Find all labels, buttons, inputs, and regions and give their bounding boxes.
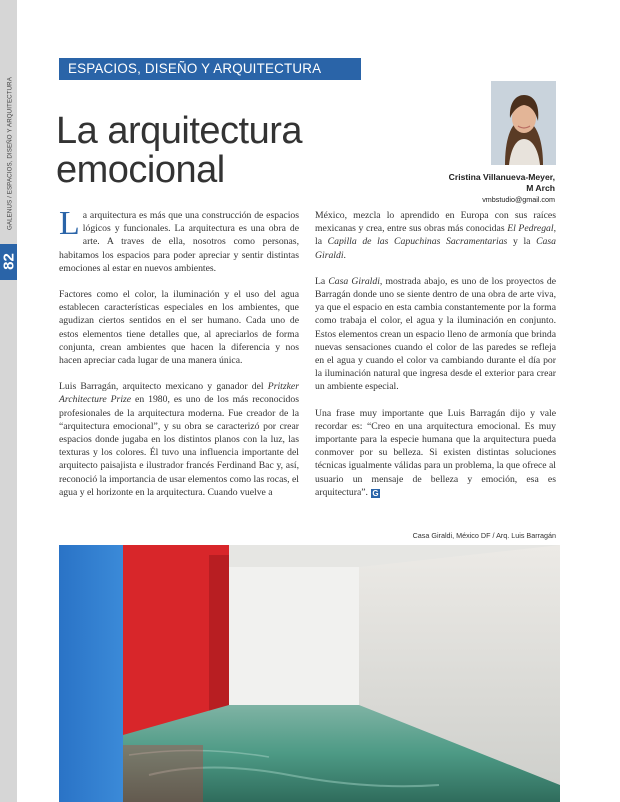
article-column-right: [315, 209, 556, 512]
paragraph: [59, 380, 299, 499]
paragraph: [59, 205, 299, 275]
paragraph-text: .: [343, 249, 346, 261]
paragraph: [315, 407, 556, 499]
page-number: 82: [0, 253, 18, 270]
author-name: [449, 172, 555, 194]
paragraph: Factores como el color, la iluminación y el uso del agua establecen características especiales en los ambientes, que agudizan ciertos sentidos en el ser humano. Cada uno de estos elementos tiene detalles que, al apreciarlos de forma conjunta, crean ambientes que hacen la diferencia y nos hacen apreciar cada lugar de una manera única.: [59, 289, 299, 367]
photo-caption: Casa Giraldi, México DF / Arq. Luis Barragán: [412, 531, 556, 540]
paragraph-text: México, mezcla lo aprendido en Europa con sus raíces mexicanas y crea, entre sus obras más conocidas: [315, 210, 556, 235]
paragraph: [315, 209, 556, 262]
running-head: GALENUS / ESPACIOS, DISEÑO Y ARQUITECTURA: [6, 77, 14, 230]
paragraph-text: Una frase muy importante que Luis Barragán dijo y vale recordar es: “Creo en una arquitectura emocional. Es muy importante para la especie humana que la arquitectura pueda conmover por su belleza. Si existen distintas soluciones técnicas igualmente válidas para un problema, la que ofrece al usuario un mensaje de belleza y emoción, esa es arquitectura”.: [315, 407, 557, 498]
author-degree: M Arch: [526, 183, 555, 193]
award-name: Pritzker Architecture Prize: [59, 381, 299, 406]
work-name: Casa Giraldi: [315, 236, 557, 261]
paragraph-text: La: [315, 275, 329, 287]
end-mark-icon: G: [372, 488, 379, 498]
article-title: [56, 112, 302, 190]
title-line-2: emocional: [56, 149, 225, 191]
author-name-line: Cristina Villanueva-Meyer,: [448, 172, 555, 182]
paragraph-text: , mostrada abajo, es uno de los proyectos de Barragán donde uno se siente dentro de una obra de arte viva, ya que el espacio en esta cambia constantemente por la forma como trabaja el color, el agua y la iluminación en conjunto. Estos elementos crean un espacio lleno de armonía que brinda nuevas sensaciones cuando el color de las paredes se refleja en el agua y cuando el color va cambiando durante el día por la iluminación natural que ingresa desde el exterior para crear un ambiente especial.: [315, 275, 557, 393]
paragraph-text: a arquitectura es más que una construcción de espacios lógicos y funcionales. La arquitectura es una obra de arte. A traves de ella, nosotros como personas, habitamos los espacios para poder apreciar y sentir distintas emociones al estar en nuevos ambientes.: [59, 210, 299, 274]
article-column-left: [59, 205, 299, 512]
title-line-1: La arquitectura: [56, 110, 302, 152]
work-name: El Pedregal: [507, 223, 554, 235]
section-banner: ESPACIOS, DISEÑO Y ARQUITECTURA: [59, 58, 361, 80]
author-email[interactable]: vmbstudio@gmail.com: [482, 195, 555, 204]
paragraph: [315, 275, 556, 394]
work-name: Casa Giraldi: [328, 275, 380, 287]
work-name: Capilla de las Capuchinas Sacramentarias: [327, 236, 508, 248]
drop-cap: L: [59, 205, 80, 242]
casa-giraldi-photo: [59, 545, 560, 802]
paragraph-text: y la: [507, 236, 537, 248]
author-photo: [491, 81, 556, 165]
paragraph-text: Luis Barragán, arquitecto mexicano y ganador del: [59, 381, 268, 393]
paragraph-text: , la: [315, 223, 557, 248]
paragraph-text: en 1980, es uno de los más reconocidos profesionales de la arquitectura moderna. Fue creador de la “arquitectura emocional”, y su obra se caracterizó por crear espacios donde jugaba en los distintos planos con la luz, las texturas y los colores. Él tuvo una influencia importante del arquitecto paisajista e ilustrador francés Ferdinand Bac y, así, reconoció la importancia de usar elementos como las rocas, el agua y el horizonte en la arquitectura. Cuando vuelve a: [59, 394, 299, 498]
